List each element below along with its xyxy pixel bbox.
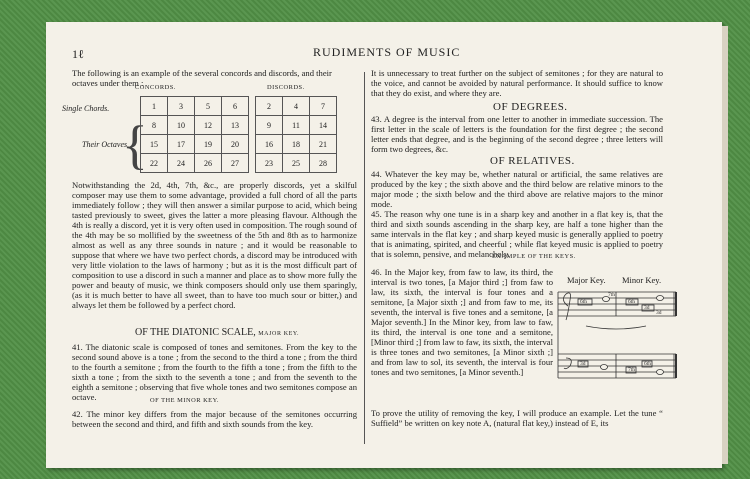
notwithstanding-paragraph: Notwithstanding the 2d, 4th, 7th, &c., are properly discords, yet a skilful composer may use them to some advantage, provided a full chord of all the parts immediately follow ; they will then answer a similar purpose to acid, which being tasted previously to sweet, gives the latter a more pleasing flavour. Although the 4th is really a discord, yet it is very often used in composition. The rough sound of the 4th may be so mollified by the sweetness of the 5th and 8th as to harmonize almost as well as any three sounds in nature ; and it would be reasonable to suppose that where we have two perfect chords, a discord may be introduced with very little violation to the laws of harmony ; but as it is the most difficult part of composition to use a discord in such a manner and place as to show more fully the power and beauty of music, we think composers should only use them sparingly, (as it is much better to have all sweet, than to have too much sour or bitter,) and always let them be followed by a perfect chord.	[72, 180, 357, 310]
chord-table-cell	[249, 97, 256, 116]
chord-table-row	[141, 135, 337, 154]
interval-label: 6th	[644, 361, 652, 367]
interval-label: 3d	[644, 305, 650, 311]
keys-example-heading: EXAMPLE OF THE KEYS.	[492, 253, 576, 260]
concords-label: CONCORDS.	[135, 84, 176, 91]
chord-table-cell: 1	[141, 97, 168, 116]
chord-table-cell: 8	[141, 116, 168, 135]
chord-table-cell: 11	[283, 116, 310, 135]
paragraph-47: To prove the utility of removing the key, I will produce an example. Let the tune “ Suffield” be written on key note A, (natural flat key,) instead of E, its	[371, 408, 663, 428]
chord-table-cell: 10	[168, 116, 195, 135]
chord-table-cell: 20	[222, 135, 249, 154]
paragraph-42: 42. The minor key differs from the major because of the semitones occurring between the second and third, and fifth and sixth sounds from the key.	[72, 409, 357, 429]
paragraphs-44-45: 44. Whatever the key may be, whether natural or artificial, the same relatives are produced by the key ; the sixth above and the third below are relative minors to the major mode ; the sixth below and the third above are relative majors to the minor mode. 45. The reason why one tune is in a sharp key and another in a flat key is, that the third and sixth sounds ascending in the sharp key, are half a tone higher than the same intervals in the flat key ; and sharp keyed music is generally applied to poetry that is animating, spirited, and cheerful ; while flat keyed music is applied to poetry that is solemn, pensive, and melancholy.	[371, 169, 663, 259]
music-example-staves	[556, 286, 678, 398]
chord-table-cell: 12	[195, 116, 222, 135]
chord-table-cell: 19	[195, 135, 222, 154]
chord-table-cell: 4	[283, 97, 310, 116]
major-key-label: Major Key.	[567, 275, 606, 285]
chord-table-cell: 2	[256, 97, 283, 116]
chord-table-cell: 22	[141, 154, 168, 173]
chord-table-cell: 16	[256, 135, 283, 154]
diatonic-heading: OF THE DIATONIC SCALE, MAJOR KEY.	[135, 327, 300, 338]
chord-table-cell: 18	[283, 135, 310, 154]
minor-key-heading: OF THE MINOR KEY.	[150, 397, 219, 404]
degrees-heading: OF DEGREES.	[493, 101, 568, 113]
paragraph-43: 43. A degree is the interval from one letter to another in immediate succession. The first letter in the scale of letters is the foundation for the first degree ; the second letter ends that degree, and is the beginning of the second degree ; three letters will form two degrees, &c.	[371, 114, 663, 154]
chord-table-cell: 24	[168, 154, 195, 173]
minor-key-label: Minor Key.	[622, 275, 662, 285]
interval-label: 3d	[656, 310, 662, 316]
chord-table-cell: 23	[256, 154, 283, 173]
chord-table-cell: 13	[222, 116, 249, 135]
relatives-heading: OF RELATIVES.	[490, 155, 575, 167]
page-number: 1ℓ	[72, 47, 84, 61]
book-page	[46, 22, 722, 468]
interval-label: 6th	[580, 299, 588, 305]
chord-table-cell: 14	[310, 116, 337, 135]
chord-table-row	[141, 116, 337, 135]
chord-table-cell: 6	[222, 97, 249, 116]
chord-table-cell: 15	[141, 135, 168, 154]
semitones-paragraph: It is unnecessary to treat further on the subject of semitones ; for they are natural to the voice, and cannot be avoided by natural performance. It should suffice to know that they do exist, and where they are.	[371, 68, 663, 98]
column-divider	[364, 72, 365, 444]
chord-table-cell	[249, 154, 256, 173]
paragraph-41: 41. The diatonic scale is composed of tones and semitones. From the key to the second sound above is a tone ; from the second to the third a tone ; from the third to the fourth a semitone ; from the fourth to the fifth a tone ; from the fifth to the sixth a tone ; from the sixth to the seventh a tone ; and from the seventh to the eighth a semitone ; observing that five whole tones and two semitones compose an octave.	[72, 342, 357, 402]
interval-label: 6th	[628, 299, 636, 305]
discords-label: DISCORDS.	[267, 84, 305, 91]
chord-table	[140, 96, 337, 173]
interval-label: 7th	[608, 292, 616, 298]
chord-table-cell: 26	[195, 154, 222, 173]
chord-table-cell: 27	[222, 154, 249, 173]
page-edge	[722, 26, 728, 464]
chord-table-cell: 3	[168, 97, 195, 116]
chord-table-cell: 17	[168, 135, 195, 154]
interval-label: 3d	[580, 361, 586, 367]
octaves-brace: {	[122, 115, 148, 175]
running-head: RUDIMENTS OF MUSIC	[313, 45, 461, 59]
chord-table-row	[141, 97, 337, 116]
chord-table-cell	[249, 116, 256, 135]
octaves-label: Their Octaves.	[82, 140, 130, 149]
chord-table-cell	[249, 135, 256, 154]
chord-table-cell: 9	[256, 116, 283, 135]
chord-table-row	[141, 154, 337, 173]
paragraph-46: 46. In the Major key, from faw to law, its third, the interval is two tones, [a Major third ;] from faw to law, its sixth, the interval is four tones and a semitone, [a Major sixth ;] and from faw to me, its seventh, the interval is five tones and a semitone, [a Major seventh.] In the Minor key, from law to faw, its third, the interval is one tone and a semitone, [Minor third ;] from law to faw, its sixth, the interval is three tones and two semitones, [a Minor sixth ;] and from law to sol, its seventh, the interval is four tones and two semitones, [a Minor seventh.]	[371, 267, 553, 377]
single-chords-label: Single Chords.	[62, 104, 110, 113]
chord-table-cell: 25	[283, 154, 310, 173]
chord-table-cell: 5	[195, 97, 222, 116]
chord-table-cell: 28	[310, 154, 337, 173]
interval-label: 7th	[628, 367, 636, 373]
chord-table-cell: 7	[310, 97, 337, 116]
chord-table-cell: 21	[310, 135, 337, 154]
intro-paragraph: The following is an example of the several concords and discords, and their octaves under them :	[72, 68, 332, 88]
